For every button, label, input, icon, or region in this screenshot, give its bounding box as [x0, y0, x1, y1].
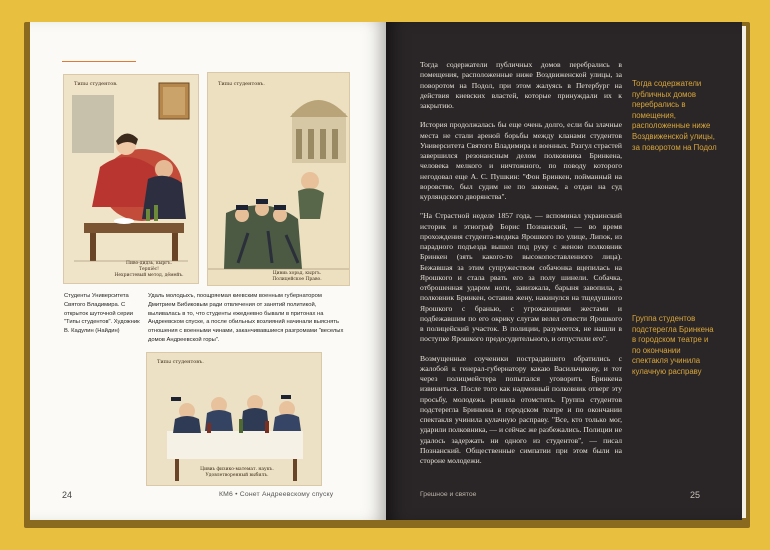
paragraph: "На Страстной неделе 1857 года, — вспоминал украинский историк и этнограф Борис Познанский, — во время прохождения студента-медика Ярошкого по улице, Липок, из парадного подъезда вышел под руку с женою полковник Бринкен (зять какого-то высокопоставленного лица). Бежавшая за этим супружеством собачонка вцепилась на Ярошкого и стала рвать его за полу шинели. Собачка, отброшенная ударом ноги, завизжала, барыня завопила, а полковник Бринкен, оставив жену, накинулся на тщедушного Ярошкого с бранью, с угрожающими жестами и подбежавшим по его окрику слугам велел отвести Ярошкого в полицейский участок. В полиции, разумеется, не нашли в поступке Ярошкого предосудительного, и отпустили его".	[420, 211, 622, 344]
image-caption-middle: Удаль молодыхъ, поощряемая киевским военным губернатором Дмитрием Бибиковым ради отвлечения от занятий политикой, выливалась в то, что студенты ежедневно бывали в притонах на Андреевском спуске, а после обильных возлияний начинали выяснять отношения с военными чинами, заканчивавшиеся разгромами "веселых домов Андреевской горы".	[148, 293, 344, 343]
postcard-2-title: Типы студентовъ.	[218, 81, 265, 87]
postcard-illustration-1	[64, 75, 198, 283]
postcard-1-title: Типы студентов.	[74, 81, 118, 87]
postcard-2-caption-line: Цивиь хорьд, кыргъ.	[272, 271, 322, 276]
postcard-image-1	[63, 74, 199, 284]
postcard-1-caption-line: Нехристевый метод, дёмейъ.	[114, 273, 184, 278]
paragraph: История продолжалась бы еще очень долго, если бы злачные места не стали ареной борьбы между кланами студентов Университета Святого Владимира и военных. Разгул страстей завершился резонансным делом полковника Бринкена, человека мелкого и ничтожного, по поводу которого негодовал еще А. С. Пушкин: "Фон Бринкен, пойманный на воровстве, был судим не по законам, а отдан на суд курляндского дворянства".	[420, 120, 622, 201]
article-body	[420, 60, 622, 475]
page-number-left: 24	[62, 490, 73, 500]
postcard-2-caption-line: Полицейское Право.	[272, 277, 322, 282]
postcard-1-caption-line: Пиво-дидзь, кыргъ.	[126, 261, 172, 266]
postcard-3-caption-line: Цивиь физико-математ. наукъ.	[200, 467, 274, 472]
postcard-illustration-2	[208, 73, 349, 285]
page-edges	[742, 26, 746, 518]
running-head-right: Грешное и святое	[420, 491, 477, 498]
section-rule	[62, 61, 136, 62]
image-caption-left: Студенты Университета Святого Владимира. С открыток шуточной серии "Типы студентов". Художник В. Кадулин (Найдин)	[64, 293, 140, 335]
postcard-image-3	[146, 352, 322, 486]
postcard-3-caption	[187, 467, 287, 479]
postcard-3-caption-line: Удовлетворенный выбилъ.	[205, 473, 269, 478]
postcard-2-caption	[252, 271, 342, 283]
pull-quote-2: Группа студентов подстерегла Бринкена в городском театре и по окончании спектакля учинила кулачную расправу	[632, 314, 714, 376]
postcard-3-title: Типы студентовъ.	[157, 359, 204, 365]
postcard-illustration-3	[147, 353, 321, 485]
postcard-1-caption	[104, 261, 194, 279]
paragraph: Возмущенные соученики пострадавшего обратились с жалобой к генерал-губернатору какаю Васильчикову, и тот через полицмейстера попытался уговорить Бринкена извиниться. После того как надменный полковник отверг эту просьбу, молодежь решила отомстить. Группа студентов подстерегла Бринкена в городском театре и по окончании спектакля учинила кулачную расправу. "Все, кто только мог, ударили полковника, — и сейчас же разбежались. Полиции не удалось задержать ни одного из студентов", — писал Познанский. Общественные симпатии при этом были на стороне молодежи.	[420, 353, 622, 465]
postcard-image-2	[207, 72, 350, 286]
pull-quote-1: Тогда содержатели публичных домов перебрались в помещения, расположенные ниже Воздвиженской улицы, за поворотом на Подол	[632, 79, 717, 152]
running-head-left: КМ6 • Сонет Андреевскому спуску	[219, 491, 334, 498]
postcard-1-caption-line: Терпіёс!	[139, 267, 159, 272]
page-number-right: 25	[690, 490, 701, 500]
paragraph: Тогда содержатели публичных домов перебрались в помещения, расположенные ниже Воздвиженской улицы, за поворотом на Подол, при этом жалуясь в Петербург на действия киевских властей, которые принуждали их к закрытию.	[420, 60, 622, 110]
